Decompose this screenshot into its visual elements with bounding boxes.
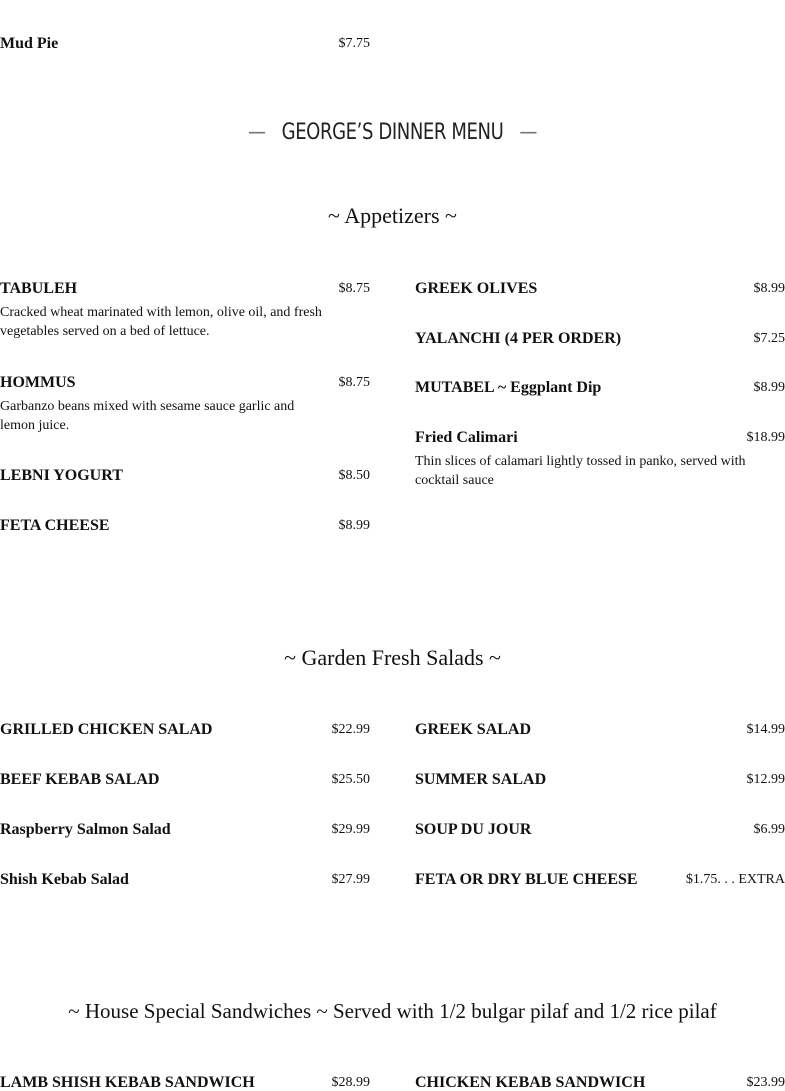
menu-item (415, 769, 785, 791)
item-price: $28.99 (331, 1075, 370, 1090)
menu-item (415, 278, 785, 300)
menu-title-text: GEORGE’S DINNER MENU (281, 120, 504, 145)
item-name: GREEK SALAD (415, 721, 532, 738)
menu-item (0, 515, 370, 537)
item-price: $6.99 (753, 822, 785, 837)
menu-item (415, 869, 785, 891)
item-name: FETA CHEESE (0, 517, 110, 534)
title-dash-right: — (519, 120, 537, 145)
item-name: Fried Calimari (415, 429, 518, 446)
item-description: Garbanzo beans mixed with sesame sauce garlic and lemon juice. (0, 399, 295, 433)
item-name: GREEK OLIVES (415, 280, 538, 297)
section-title-salads: ~ Garden Fresh Salads ~ (284, 645, 501, 670)
item-name: HOMMUS (0, 374, 76, 391)
item-name: Raspberry Salmon Salad (0, 821, 171, 838)
menu-item (415, 719, 785, 741)
item-price: $8.75 (338, 375, 370, 390)
item-price: $23.99 (746, 1075, 785, 1090)
item-description: Cracked wheat marinated with lemon, olive oil, and fresh vegetables served on a bed of lettuce. (0, 305, 322, 339)
item-name: YALANCHI (4 PER ORDER) (415, 330, 622, 347)
menu-item (0, 372, 370, 435)
item-name: LEBNI YOGURT (0, 467, 123, 484)
item-price: $7.25 (753, 331, 785, 346)
menu-item (415, 377, 785, 399)
item-price: $12.99 (746, 772, 785, 787)
menu-item (0, 819, 370, 841)
menu-item (0, 1072, 370, 1091)
section-title-appetizers: ~ Appetizers ~ (328, 203, 457, 228)
item-price: $8.99 (338, 518, 370, 533)
item-price: $8.99 (753, 281, 785, 296)
item-name: MUTABEL ~ Eggplant Dip (415, 379, 602, 396)
menu-item (415, 1072, 785, 1091)
section-title-sandwiches: ~ House Special Sandwiches ~ Served with 1/2 bulgar pilaf and 1/2 rice pilaf (68, 999, 717, 1023)
item-name: Mud Pie (0, 35, 59, 52)
item-description: Thin slices of calamari lightly tossed in panko, served with cocktail sauce (415, 454, 746, 488)
menu-item (0, 869, 370, 891)
item-name: Shish Kebab Salad (0, 871, 129, 888)
item-name: CHICKEN KEBAB SANDWICH (415, 1074, 646, 1091)
item-name: TABULEH (0, 280, 78, 297)
menu-item (415, 328, 785, 350)
item-price: $1.75. . . EXTRA (685, 872, 785, 887)
item-name: GRILLED CHICKEN SALAD (0, 721, 213, 738)
menu-item (0, 465, 370, 487)
item-name: SOUP DU JOUR (415, 821, 532, 838)
top-left-column (0, 33, 370, 55)
item-name: BEEF KEBAB SALAD (0, 771, 160, 788)
title-dash-left: — (248, 120, 266, 145)
menu-item (415, 819, 785, 841)
item-price: $22.99 (331, 722, 370, 737)
item-name: SUMMER SALAD (415, 771, 547, 788)
item-name: LAMB SHISH KEBAB SANDWICH (0, 1074, 255, 1091)
item-price: $8.75 (338, 281, 370, 296)
menu-item (0, 278, 370, 341)
menu-item (415, 427, 785, 490)
item-price: $18.99 (746, 430, 785, 445)
item-price: $29.99 (331, 822, 370, 837)
menu-item (0, 719, 370, 741)
item-price: $25.50 (331, 772, 370, 787)
menu-item (0, 769, 370, 791)
page-title (71, 120, 715, 145)
item-price: $7.75 (338, 36, 370, 51)
item-name: FETA OR DRY BLUE CHEESE (415, 871, 638, 888)
item-price: $14.99 (746, 722, 785, 737)
menu-item (0, 33, 370, 55)
item-price: $27.99 (331, 872, 370, 887)
item-price: $8.99 (753, 380, 785, 395)
item-price: $8.50 (338, 468, 370, 483)
